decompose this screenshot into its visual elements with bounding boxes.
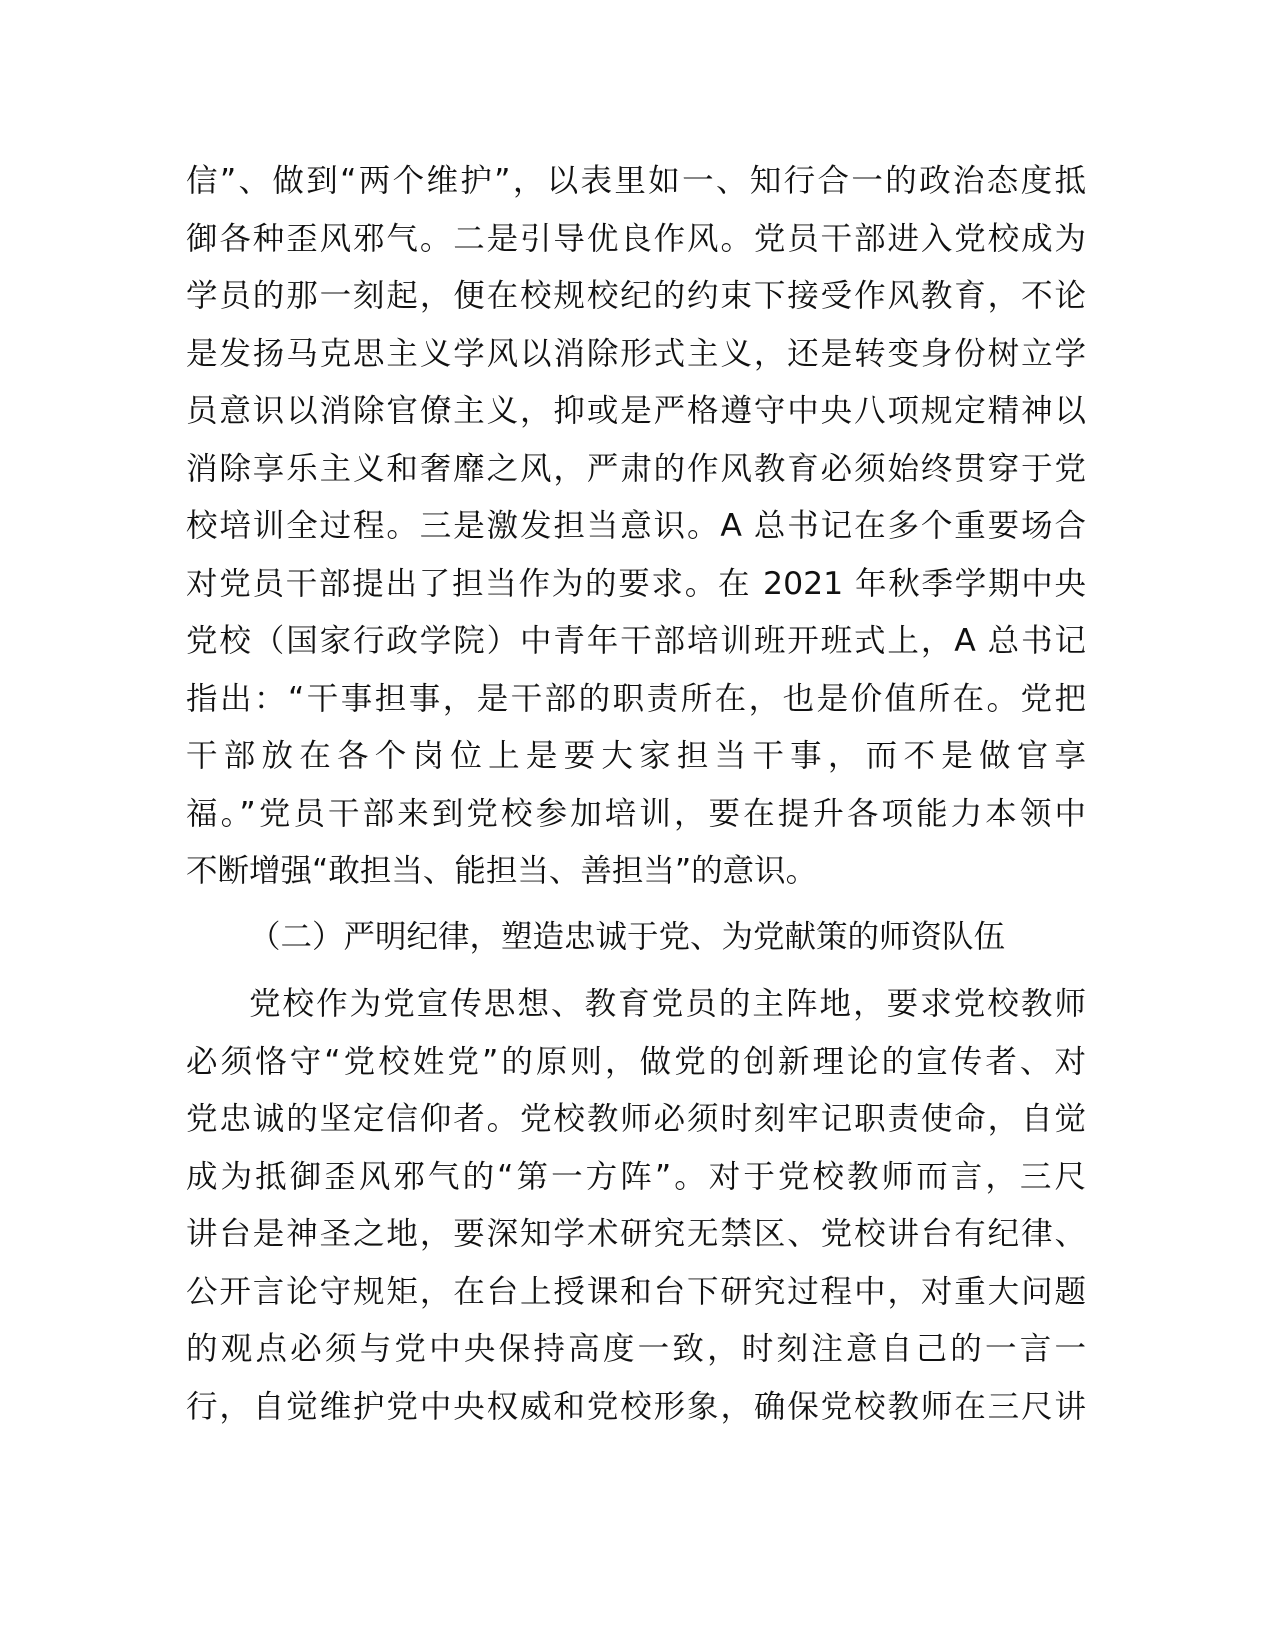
text-line: 消除享乐主义和奢靡之风，严肃的作风教育必须始终贯穿于党 (186, 450, 1086, 487)
text-line: 信”、做到“两个维护”，以表里如一、知行合一的政治态度抵 (186, 163, 1086, 199)
text-line: 干部放在各个岗位上是要大家担当干事，而不是做官享 (186, 738, 1086, 774)
text-line: 御各种歪风邪气。二是引导优良作风。党员干部进入党校成为 (186, 220, 1086, 257)
text-line: 校培训全过程。三是激发担当意识。A 总书记在多个重要场合 (186, 508, 1086, 544)
text-line: 不断增强“敢担当、能担当、善担当”的意识。 (186, 853, 818, 889)
text-line: 行，自觉维护党中央权威和党校形象，确保党校教师在三尺讲 (186, 1388, 1086, 1425)
text-line: 指出：“干事担事，是干部的职责所在，也是价值所在。党把 (186, 680, 1086, 717)
text-line: 员意识以消除官僚主义，抑或是严格遵守中央八项规定精神以 (186, 393, 1086, 429)
text-line: 的观点必须与党中央保持高度一致，时刻注意自己的一言一 (186, 1331, 1086, 1367)
text-line: 讲台是神圣之地，要深知学术研究无禁区、党校讲台有纪律、 (186, 1216, 1086, 1252)
paragraph-1 (186, 153, 1086, 901)
document-body (186, 153, 1086, 1436)
text-line: 必须恪守“党校姓党”的原则，做党的创新理论的宣传者、对 (186, 1043, 1086, 1080)
text-line: 成为抵御歪风邪气的“第一方阵”。对于党校教师而言，三尺 (186, 1158, 1086, 1195)
text-line: 党校（国家行政学院）中青年干部培训班开班式上，A 总书记 (186, 623, 1086, 659)
text-line: 对党员干部提出了担当作为的要求。在 2021 年秋季学期中央 (186, 565, 1086, 602)
text-line: 学员的那一刻起，便在校规校纪的约束下接受作风教育，不论 (186, 278, 1086, 314)
paragraph-2 (186, 976, 1086, 1436)
text-line: 党校作为党宣传思想、教育党员的主阵地，要求党校教师 (249, 986, 1086, 1022)
text-line: 党忠诚的坚定信仰者。党校教师必须时刻牢记职责使命，自觉 (186, 1101, 1086, 1137)
text-line: 是发扬马克思主义学风以消除形式主义，还是转变身份树立学 (186, 335, 1086, 372)
text-line: 福。”党员干部来到党校参加培训，要在提升各项能力本领中 (186, 795, 1086, 832)
text-line: 公开言论守规矩，在台上授课和台下研究过程中，对重大问题 (186, 1273, 1086, 1310)
section-heading: （二）严明纪律，塑造忠诚于党、为党献策的师资队伍 (249, 918, 1006, 955)
